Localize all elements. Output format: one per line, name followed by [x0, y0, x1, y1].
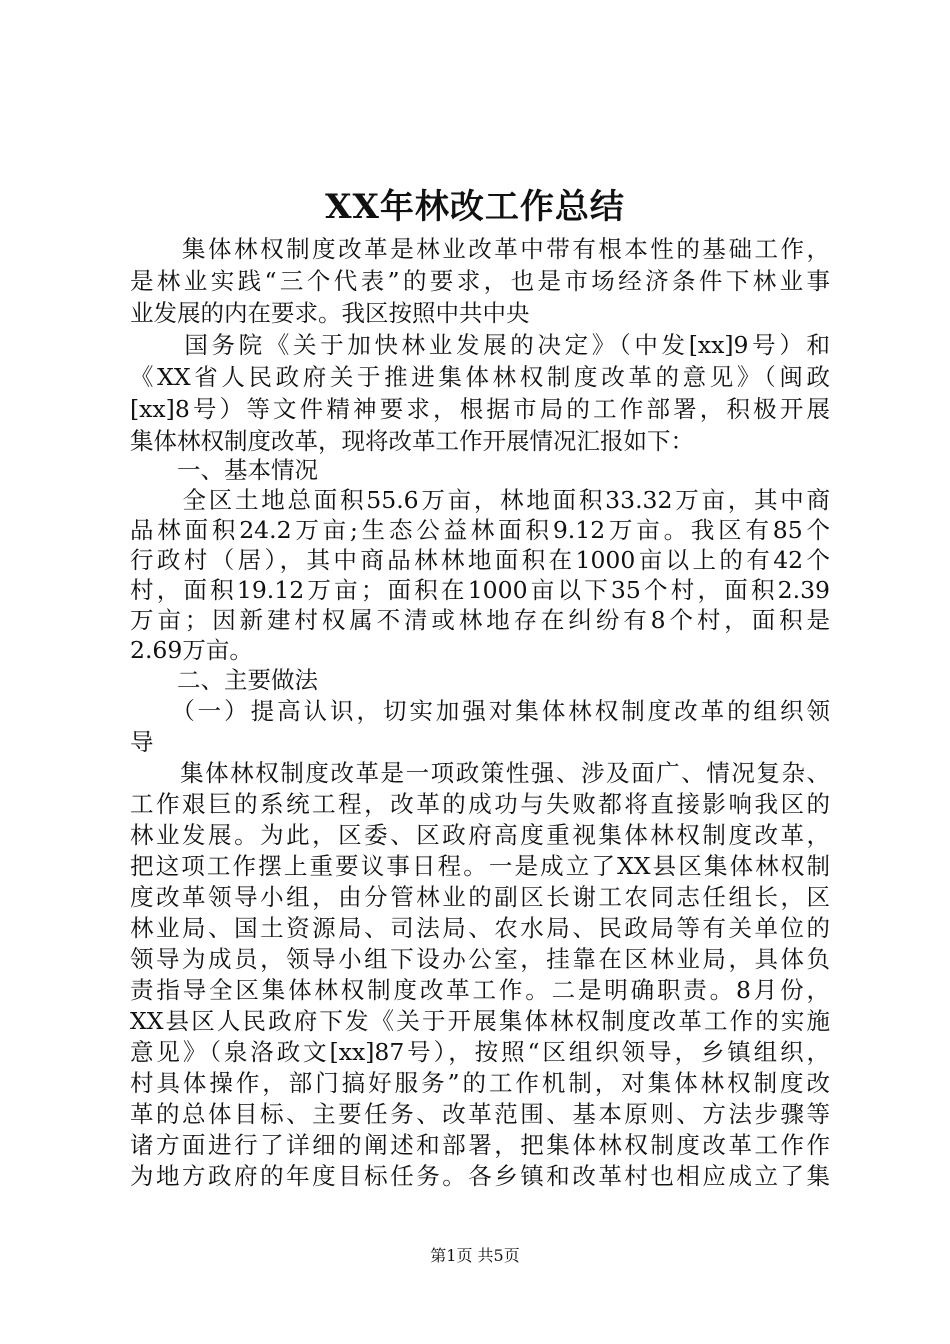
body-line: 品林面积24.2万亩;生态公益林面积9.12万亩。我区有85个: [130, 516, 830, 544]
body-line: 度改革领导小组，由分管林业的副区长谢工农同志任组长，区: [130, 883, 830, 911]
body-line: 林业发展。为此，区委、区政府高度重视集体林权制度改革，: [130, 821, 830, 849]
body-line: 2.69万亩。: [130, 636, 253, 664]
body-line: 《XX省人民政府关于推进集体林权制度改革的意见》（闽政: [130, 363, 830, 391]
body-line: 林业局、国土资源局、司法局、农水局、民政局等有关单位的: [130, 914, 830, 942]
body-line: 集体林权制度改革，现将改革工作开展情况汇报如下：: [130, 427, 694, 455]
subsection-heading: 导: [130, 728, 154, 756]
body-line: 责指导全区集体林权制度改革工作。二是明确职责。8月份，: [130, 976, 830, 1004]
body-line: 业发展的内在要求。我区按照中共中央: [130, 299, 530, 327]
body-line: 万亩；因新建村权属不清或林地存在纠纷有8个村，面积是: [130, 606, 830, 634]
document-title: XX年林改工作总结: [325, 187, 625, 227]
section-heading: 一、基本情况: [130, 456, 318, 484]
body-line: 工作艰巨的系统工程，改革的成功与失败都将直接影响我区的: [130, 790, 830, 818]
body-line: 集体林权制度改革是林业改革中带有根本性的基础工作，: [130, 235, 830, 263]
subsection-heading: （一）提高认识，切实加强对集体林权制度改革的组织领: [130, 697, 830, 725]
body-line: 为地方政府的年度目标任务。各乡镇和改革村也相应成立了集: [130, 1162, 830, 1190]
body-line: 村，面积19.12万亩；面积在1000亩以下35个村，面积2.39: [130, 576, 830, 604]
body-line: [xx]8号）等文件精神要求，根据市局的工作部署，积极开展: [130, 395, 830, 423]
body-line: 全区土地总面积55.6万亩，林地面积33.32万亩，其中商: [130, 486, 830, 514]
body-line: 国务院《关于加快林业发展的决定》（中发[xx]9号）和: [130, 331, 830, 359]
body-line: 意见》（泉洛政文[xx]87号），按照“区组织领导，乡镇组织，: [130, 1038, 830, 1066]
body-line: 革的总体目标、主要任务、改革范围、基本原则、方法步骤等: [130, 1100, 830, 1128]
body-line: 行政村（居），其中商品林林地面积在1000亩以上的有42个: [130, 546, 830, 574]
body-line: 是林业实践“三个代表”的要求，也是市场经济条件下林业事: [130, 267, 830, 295]
page-footer: 第1页 共5页: [430, 1246, 520, 1265]
body-line: 诸方面进行了详细的阐述和部署，把集体林权制度改革工作作: [130, 1131, 830, 1159]
section-heading: 二、主要做法: [130, 666, 318, 694]
body-line: 村具体操作，部门搞好服务”的工作机制，对集体林权制度改: [130, 1069, 830, 1097]
body-line: 领导为成员，领导小组下设办公室，挂靠在区林业局，具体负: [130, 945, 830, 973]
body-line: 把这项工作摆上重要议事日程。一是成立了XX县区集体林权制: [130, 852, 830, 880]
body-line: XX县区人民政府下发《关于开展集体林权制度改革工作的实施: [130, 1007, 830, 1035]
body-line: 集体林权制度改革是一项政策性强、涉及面广、情况复杂、: [130, 759, 830, 787]
